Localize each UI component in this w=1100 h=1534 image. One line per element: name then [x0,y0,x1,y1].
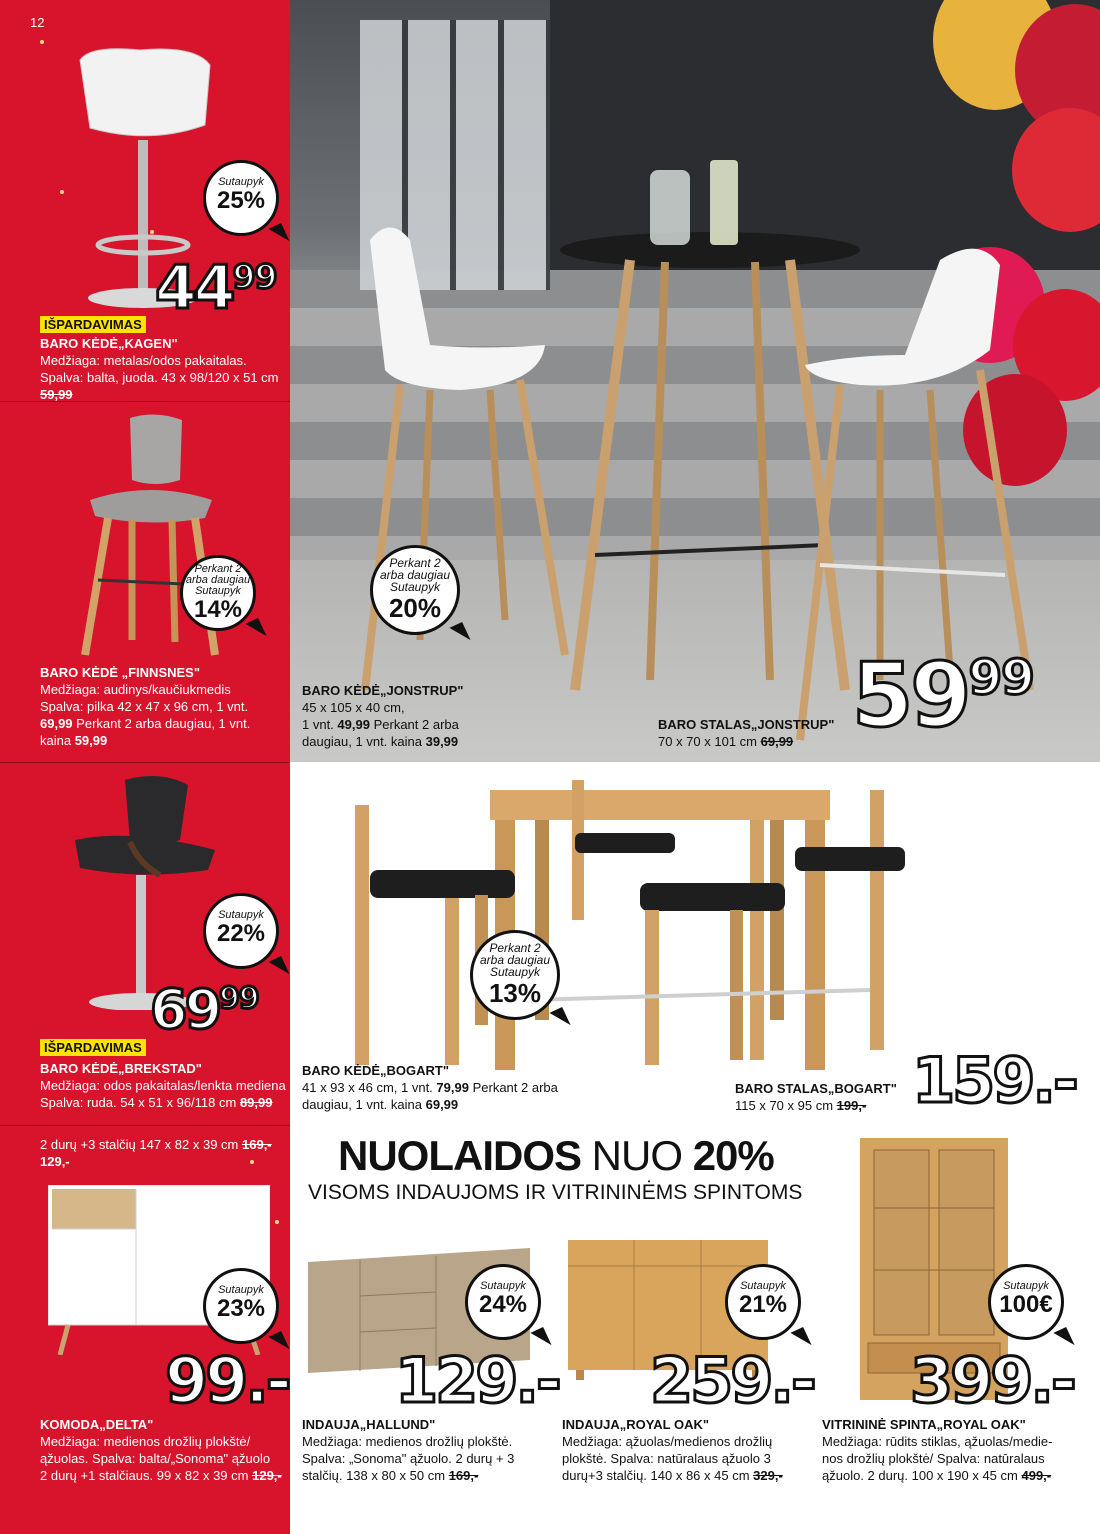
product-details: daugiau, 1 vnt. kaina [302,1097,422,1112]
product-details: plokštė. Spalva: natūralaus ąžuolo 3 [562,1451,771,1466]
product-name: VITRININĖ SPINTA„ROYAL OAK" [822,1417,1026,1432]
hero-photo [290,0,1100,762]
tag-label: Sutaupyk [218,1284,264,1296]
finnsnes-description [40,664,285,749]
old-price: 129,- [252,1468,282,1483]
product-details: kaina [40,733,72,748]
sale-badge: IŠPARDAVIMAS [40,1039,146,1056]
price-cents: 99 [232,256,277,296]
page-number: 12 [30,15,45,30]
hallund-description [302,1416,557,1484]
sale-badge: IŠPARDAVIMAS [40,316,146,333]
product-details: durų+3 stalčių. 140 x 86 x 45 cm [562,1468,750,1483]
product-details: Medžiaga: medienos drožlių plokštė/ [40,1434,251,1449]
sparkle-decoration [40,40,44,44]
old-price: 69,99 [760,734,794,749]
brekstad-chair-image [70,770,220,1010]
royal-oak-sideboard-description [562,1416,817,1484]
product-details: Medžiaga: rūdits stiklas, ąžuolas/medie- [822,1434,1053,1449]
old-price: 169,- [448,1468,479,1483]
product-details: stalčių. 138 x 80 x 50 cm [302,1468,446,1483]
banner-percent: 20% [692,1132,774,1179]
brekstad-description [40,1060,288,1111]
discount-tag [203,1268,279,1344]
discount-tag [203,893,279,969]
tag-value: 25% [216,187,266,214]
multi-buy-price: 39,99 [425,734,459,749]
discount-tag [180,555,256,631]
product-details: 45 x 105 x 40 cm, [302,700,405,715]
jonstrup-chair-description [302,682,532,750]
tag-label: Sutaupyk [740,1280,786,1292]
product-details: 115 x 70 x 95 cm [735,1098,834,1113]
banner-bold: NUOLAIDOS [338,1132,581,1179]
product-name: BARO STALAS„JONSTRUP" [658,717,835,732]
old-price: 499,- [1021,1468,1052,1483]
delta-variant-text [40,1136,285,1170]
tag-label: Sutaupyk [1003,1280,1049,1292]
tag-label: Perkant 2 arba daugiau Sutaupyk [185,563,251,597]
product-details: daugiau, 1 vnt. kaina [302,734,422,749]
product-name: INDAUJA„HALLUND" [302,1417,436,1432]
tag-label: Perkant 2 arba daugiau Sutaupyk [379,556,451,594]
product-details: Medžiaga: metalas/odos pakaitalas. Spalva: balta, juoda. 43 x 98/120 x 51 cm [40,353,279,385]
bogart-set-image [350,775,910,1075]
promo-banner-subtitle: VISOMS INDAUJOMS IR VITRININĖMS SPINTOMS [308,1181,803,1204]
price-main: 44 [155,253,233,323]
divider [0,1125,290,1126]
product-details: Spalva: pilka 42 x 47 x 96 cm, 1 vnt. [40,699,249,714]
hero-furniture-illustration [290,0,1100,762]
banner-light: NUO [591,1132,683,1179]
product-details: Medžiaga: ąžuolas/medienos drožlių [562,1434,773,1449]
multi-buy-price: 59,99 [74,733,108,748]
promo-banner-title [338,1132,774,1180]
old-price: 89,99 [239,1095,273,1110]
discount-tag [988,1264,1064,1340]
price-cents: 99 [219,981,259,1017]
kagen-price [155,253,277,323]
unit-price: 79,99 [436,1080,469,1095]
tag-label: Perkant 2 arba daugiau Sutaupyk [479,941,551,979]
bogart-table-description [735,1080,915,1114]
discount-tag [370,545,460,635]
brekstad-price [150,978,259,1041]
discount-tag [725,1264,801,1340]
product-details: Medžiaga: medienos drožlių plokštė. [302,1434,513,1449]
sparkle-decoration [60,190,64,194]
variant-price: 129,- [40,1154,70,1169]
price-main: 59 [852,644,969,747]
old-price: 169,- [242,1137,272,1152]
tag-value: 13% [488,978,542,1008]
bogart-chair-description [302,1062,572,1113]
delta-price: 99.- [165,1344,289,1417]
tag-value: 24% [478,1291,528,1318]
discount-tag [465,1264,541,1340]
jonstrup-table-price [852,644,1034,747]
product-name: INDAUJA„ROYAL OAK" [562,1417,710,1432]
tag-value: 23% [216,1295,266,1322]
tag-value: 22% [216,920,266,947]
product-name: BARO KĖDĖ„BREKSTAD" [40,1061,202,1076]
tag-value: 100€ [999,1291,1053,1318]
jonstrup-table-description [658,716,858,750]
product-details: Perkant 2 arba [472,1080,558,1095]
product-details: Spalva: ruda. 54 x 51 x 96/118 cm [40,1095,237,1110]
product-name: BARO KĖDĖ „FINNSNES" [40,665,201,680]
kagen-description [40,335,285,403]
product-details: ąžuolas. Spalva: balta/„Sonoma" ąžuolo [40,1451,271,1466]
product-name: BARO KĖDĖ„JONSTRUP" [302,683,464,698]
product-details: 70 x 70 x 101 cm [658,734,757,749]
product-name: KOMODA„DELTA" [40,1417,154,1432]
sparkle-decoration [275,1220,279,1224]
product-name: BARO STALAS„BOGART" [735,1081,897,1096]
product-details: Spalva: „Sonoma" ąžuolo. 2 durų + 3 [302,1451,515,1466]
product-details: 1 vnt. [302,717,334,732]
old-price: 59,99 [40,387,73,402]
price-cents: 99 [968,650,1034,707]
tag-value: 14% [193,596,243,623]
product-details: 2 durų +3 stalčių 147 x 82 x 39 cm [40,1137,239,1152]
discount-tag [203,160,279,236]
unit-price: 69,99 [40,716,73,731]
royal-oak-vitrine-price: 399.- [910,1344,1074,1417]
price-main: 69 [150,978,220,1041]
delta-description [40,1416,285,1484]
old-price: 329,- [753,1468,783,1483]
tag-label: Sutaupyk [480,1280,526,1292]
tag-label: Sutaupyk [218,176,264,188]
unit-price: 49,99 [337,717,370,732]
royal-oak-sideboard-price: 259.- [650,1344,814,1417]
product-details: ąžuolo. 2 durų. 100 x 190 x 45 cm [822,1468,1018,1483]
product-name: BARO KĖDĖ„BOGART" [302,1063,449,1078]
product-details: nos drožlių plokštė/ Spalva: natūralaus [822,1451,1045,1466]
tag-value: 21% [738,1291,788,1318]
tag-label: Sutaupyk [218,909,264,921]
product-name: BARO KĖDĖ„KAGEN" [40,336,178,351]
product-details: Medžiaga: odos pakaitalas/lenkta mediena [40,1078,286,1093]
product-details: 2 durų +1 stalčiaus. 99 x 82 x 39 cm [40,1468,249,1483]
discount-tag [470,930,560,1020]
multi-buy-price: 69,99 [425,1097,459,1112]
product-details: Medžiaga: audinys/kaučiukmedis [40,682,231,697]
product-details: Perkant 2 arba [373,717,459,732]
product-details: 41 x 93 x 46 cm, 1 vnt. [302,1080,433,1095]
divider [0,762,290,763]
bogart-table-price: 159.- [912,1044,1076,1117]
hallund-price: 129.- [395,1344,559,1417]
royal-oak-vitrine-description [822,1416,1092,1484]
old-price: 199,- [836,1098,867,1113]
product-details: Perkant 2 arba daugiau, 1 vnt. [76,716,251,731]
tag-value: 20% [388,593,442,623]
